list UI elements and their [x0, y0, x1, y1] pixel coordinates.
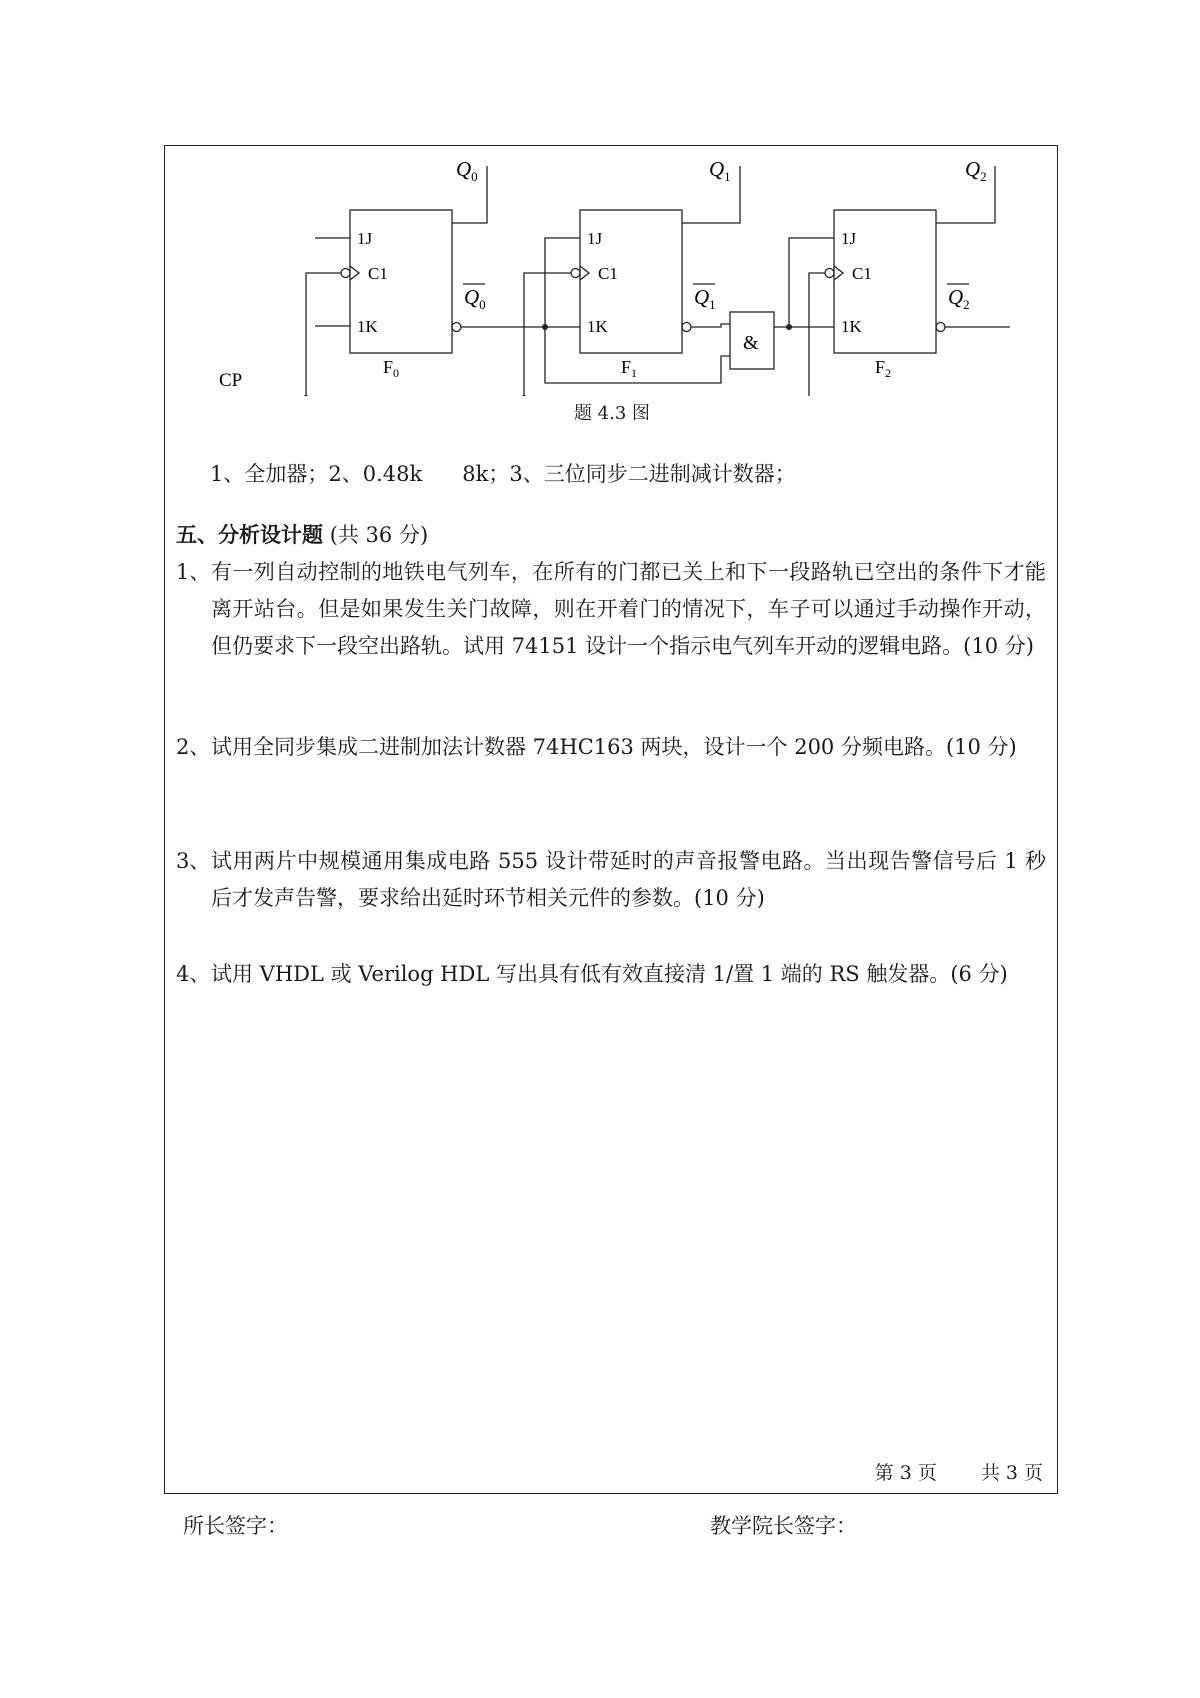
cp-label: CP — [219, 370, 243, 391]
question-2 — [176, 729, 1046, 766]
f2-j-label: 1J — [841, 229, 857, 248]
page-number: 第 3 页 — [874, 1462, 937, 1484]
question-text: 试用两片中规模通用集成电路 555 设计带延时的声音报警电路。当出现告警信号后 1 秒后才发声告警，要求给出延时环节相关元件的参数。(10 分) — [211, 849, 1046, 910]
question-1 — [176, 554, 1046, 665]
f1-j-label: 1J — [587, 229, 603, 248]
q0-label: $Q_0$ — [456, 157, 478, 184]
page-footer — [875, 1458, 1043, 1485]
q0-bar-label: $Q_0$ — [464, 285, 486, 312]
f1-name: $F_1$ — [621, 357, 638, 380]
director-signature-label: 所长签字： — [183, 1514, 288, 1538]
question-number: 2、 — [176, 735, 211, 759]
section-title-score: (共 36 分) — [329, 523, 429, 547]
answer-line: 1、全加器；2、0.48k 8k；3、三位同步二进制减计数器； — [210, 462, 796, 486]
f0-c-label: C1 — [368, 264, 388, 283]
f2-c-label: C1 — [852, 264, 872, 283]
page-total: 共 3 页 — [980, 1462, 1043, 1484]
question-text: 试用 VHDL 或 Verilog HDL 写出具有低有效直接清 1/置 1 端的 RS 触发器。(6 分) — [211, 962, 1008, 986]
question-3 — [176, 843, 1046, 917]
question-number: 1、 — [176, 560, 211, 584]
f1-k-label: 1K — [587, 317, 608, 336]
f0-j-label: 1J — [357, 229, 373, 248]
f2-name: $F_2$ — [875, 357, 892, 380]
question-text: 有一列自动控制的地铁电气列车，在所有的门都已关上和下一段路轨已空出的条件下才能离开站台。但是如果发生关门故障，则在开着门的情况下，车子可以通过手动操作开动，但仍要求下一段空出路轨。试用 74151 设计一个指示电气列车开动的逻辑电路。(10 分) — [211, 560, 1046, 658]
question-text: 试用全同步集成二进制加法计数器 74HC163 两块，设计一个 200 分频电路。(10 分) — [211, 735, 1017, 759]
q2-bar-label: $Q_2$ — [948, 285, 970, 312]
section-title — [176, 519, 428, 549]
f0-name: $F_0$ — [383, 357, 400, 380]
section-title-bold: 五、分析设计题 — [176, 522, 323, 547]
and-gate-label: & — [743, 332, 759, 354]
exam-frame — [164, 145, 1058, 1494]
f0-k-label: 1K — [357, 317, 378, 336]
q1-bar-label: $Q_1$ — [694, 285, 716, 312]
circuit-diagram — [165, 146, 1059, 396]
question-4 — [176, 956, 1046, 993]
q1-label: $Q_1$ — [709, 157, 731, 184]
f2-k-label: 1K — [841, 317, 862, 336]
dean-signature-label: 教学院长签字： — [710, 1514, 857, 1538]
f1-c-label: C1 — [598, 264, 618, 283]
question-number: 3、 — [176, 849, 211, 873]
q2-label: $Q_2$ — [965, 157, 987, 184]
figure-caption: 题 4.3 图 — [573, 403, 651, 424]
question-number: 4、 — [176, 962, 211, 986]
